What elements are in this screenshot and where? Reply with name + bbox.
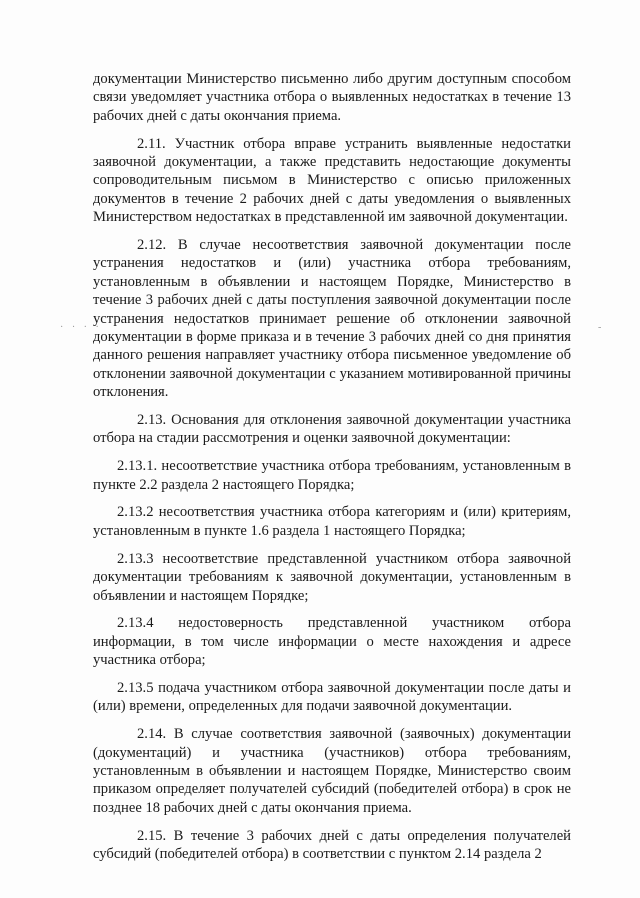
- document-body: [93, 70, 571, 873]
- paragraph-2-13-5: 2.13.5 подача участником отбора заявочной документации после даты и (или) времени, определенных для подачи заявочной документации.: [93, 679, 571, 715]
- paragraph-2-13-2: 2.13.2 несоответствия участника отбора категориям и (или) критериям, установленным в пункте 1.6 раздела 1 настоящего Порядка;: [93, 504, 571, 539]
- paragraph-2-11: 2.11. Участник отбора вправе устранить выявленные недостатки заявочной документации, а также представить недостающие документы сопроводительным письмом в Министерство с описью приложенных документов в течение 2 рабочих дней с даты уведомления о выявленных Министерством недостатках в представленной им заявочной документации.: [93, 135, 571, 226]
- scan-artifact: · · · ·: [60, 322, 102, 333]
- scan-artifact: -: [598, 322, 605, 333]
- paragraph-continuation: документации Министерство письменно либо другим доступным способом связи уведомляет участника отбора о выявленных недостатках в течение 13 рабочих дней с даты окончания приема.: [93, 71, 571, 124]
- paragraph-2-15: 2.15. В течение 3 рабочих дней с даты определения получателей субсидий (победителей отбора) в соответствии с пунктом 2.14 раздела 2: [93, 827, 571, 862]
- paragraph-2-14: 2.14. В случае соответствия заявочной (заявочных) документации (документаций) и участника (участников) отбора требованиям, установленным в объявлении и настоящем Порядке, Министерство своим приказом определяет получателей субсидий (победителей отбора) в срок не позднее 18 рабочих дней с даты окончания приема.: [93, 726, 571, 816]
- paragraph-2-13-3: 2.13.3 несоответствие представленной участником отбора заявочной документации требованиям к заявочной документации, установленным в объявлении и настоящем Порядке;: [93, 550, 571, 604]
- paragraph-2-13-1: 2.13.1. несоответствие участника отбора требованиям, установленным в пункте 2.2 раздела 2 настоящего Порядка;: [93, 458, 571, 493]
- paragraph-2-13: 2.13. Основания для отклонения заявочной документации участника отбора на стадии рассмотрения и оценки заявочной документации:: [93, 412, 571, 447]
- paragraph-2-12: 2.12. В случае несоответствия заявочной документации после устранения недостатков и (или) участника отбора требованиям, установленным в объявлении и настоящем Порядке, Министерство в течение 3 рабочих дней с даты поступления заявочной документации после устранения недостатков принимает решение об отклонении заявочной документации в форме приказа и в течение 3 рабочих дней со дня принятия данного решения направляет участнику отбора письменное уведомление об отклонении заявочной документации с указанием мотивированной причины отклонения.: [93, 237, 571, 401]
- paragraph-2-13-4: 2.13.4 недостоверность представленной участником отбора информации, в том числе информации о месте нахождения и адресе участника отбора;: [93, 615, 571, 669]
